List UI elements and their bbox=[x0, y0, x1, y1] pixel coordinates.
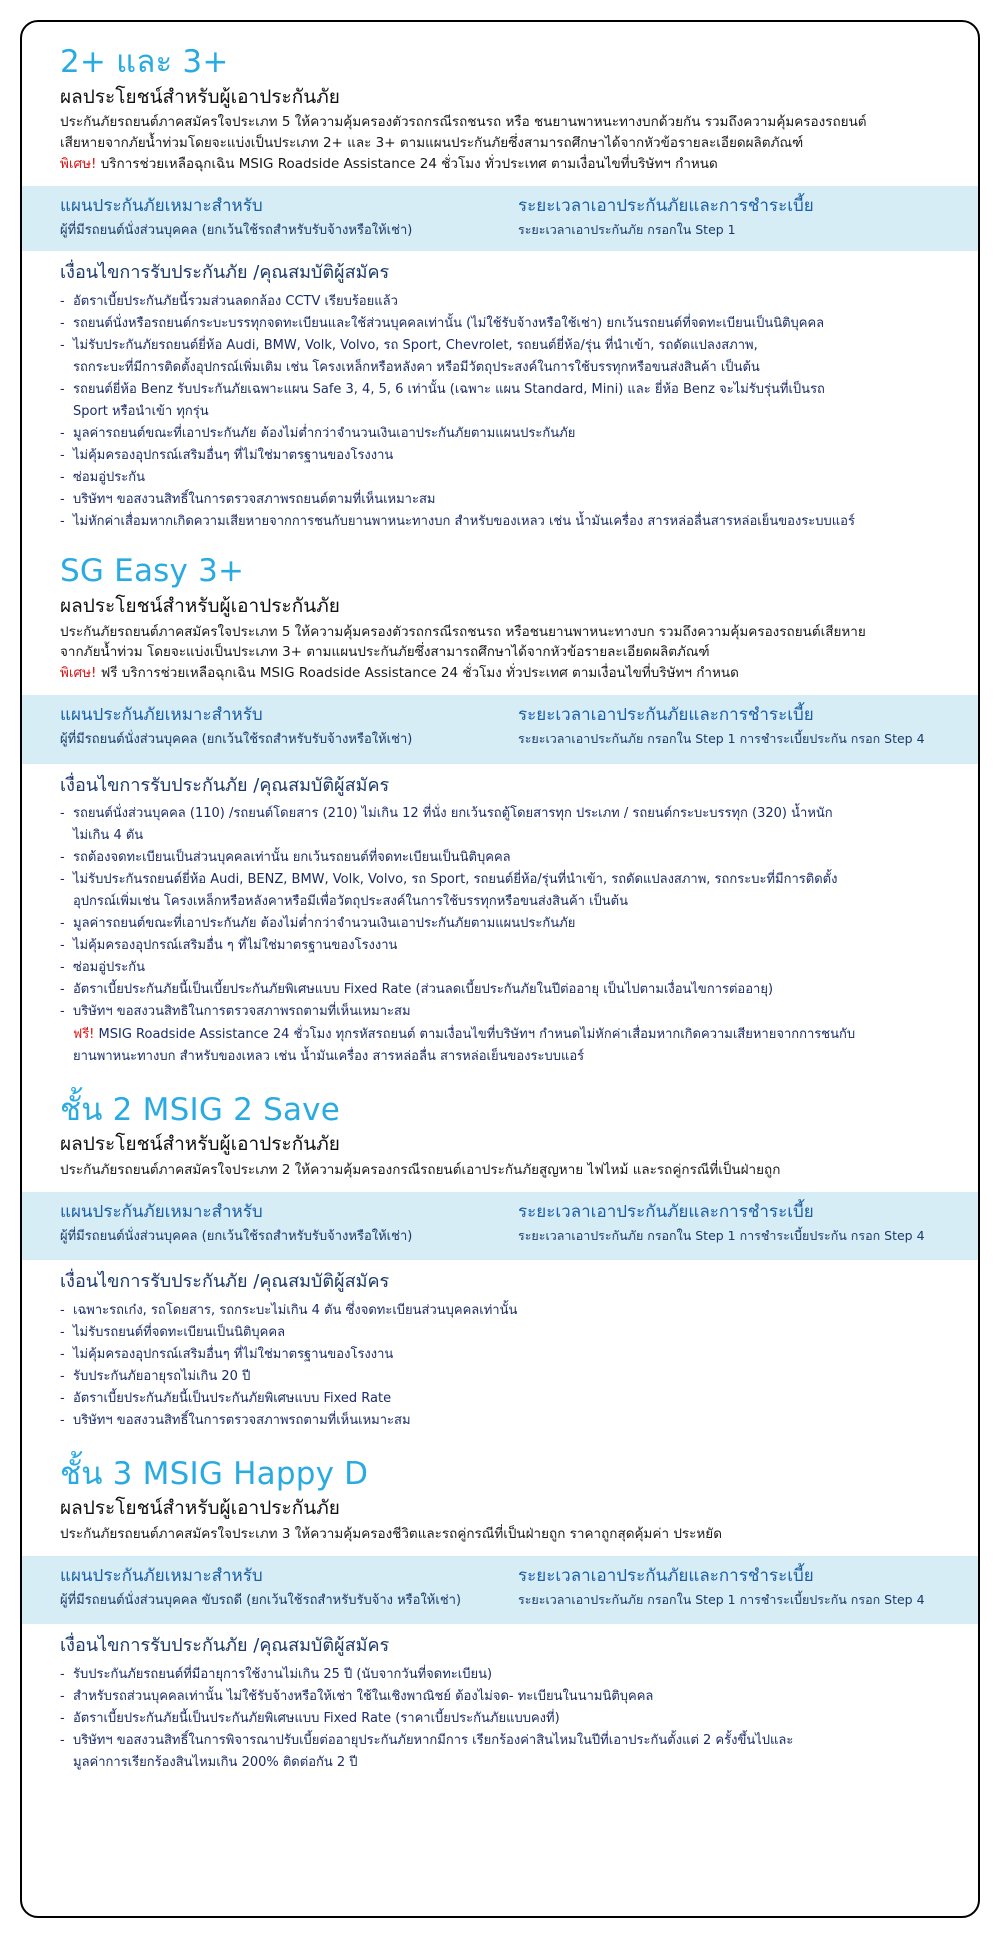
product-title: ชั้น 2 MSIG 2 Save bbox=[60, 1091, 340, 1128]
condition-item: - รับประกันภัยอายุรถไม่เกิน 20 ปี bbox=[60, 1366, 940, 1387]
strip-title-plan: แผนประกันภัยเหมาะสำหรับ bbox=[60, 1566, 263, 1586]
benefit-heading: ผลประโยชน์สำหรับผู้เอาประกันภัย bbox=[60, 85, 340, 108]
benefit-line: ประกันภัยรถยนต์ภาคสมัครใจประเภท 5 ให้ความคุ้มครองตัวรถกรณีรถชนรถ หรือชนยานพาหนะทางบก รวมถึงความคุ้มครองรถยนต์เสียหาย bbox=[60, 623, 866, 640]
condition-item: - ไม่คุ้มครองอุปกรณ์เสริมอื่นๆ ที่ไม่ใช่มาตรฐานของโรงงาน bbox=[60, 445, 940, 466]
strip-column-plan bbox=[22, 195, 500, 240]
benefit-line: ประกันภัยรถยนต์ภาคสมัครใจประเภท 3 ให้ความคุ้มครองชีวิตและรถคู่กรณีที่เป็นฝ่ายถูก ราคาถูกสุดคุ้มค่า ประหยัด bbox=[60, 1526, 722, 1543]
condition-item: - บริษัทฯ ขอสงวนสิทธิในการตรวจสภาพรถตามที่เห็นเหมาะสม bbox=[60, 1001, 940, 1022]
conditions-list bbox=[60, 1664, 940, 1773]
strip-column-plan bbox=[22, 1201, 500, 1246]
benefit-line: ประกันภัยรถยนต์ภาคสมัครใจประเภท 5 ให้ความคุ้มครองตัวรถกรณีรถชนรถ หรือ ชนยานพาหนะทางบกด้วยกัน รวมถึงความคุ้มครองรถยนต์ bbox=[60, 114, 867, 131]
conditions-block bbox=[22, 1624, 978, 1780]
condition-item: - มูลค่ารถยนต์ขณะที่เอาประกันภัย ต้องไม่ต่ำกว่าจำนวนเงินเอาประกันภัยตามแผนประกันภัย bbox=[60, 423, 940, 444]
spacer bbox=[22, 539, 978, 553]
strip-column-plan bbox=[22, 1565, 500, 1610]
condition-item: - รถยนต์ยี่ห้อ Benz รับประกันภัยเฉพาะแผน Safe 3, 4, 5, 6 เท่านั้น (เฉพาะ แผน Standard, Mini) และ ยี่ห้อ Benz จะไม่รับรุ่นที่เป็นรถ bbox=[60, 379, 940, 400]
free-text: MSIG Roadside Assistance 24 ชั่วโมง ทุกรหัสรถยนต์ ตามเงื่อนไขที่บริษัทฯ กำหนดไม่หักค่าเสื่อมหากเกิดความเสียหายจากการชนกับ bbox=[98, 1026, 856, 1042]
condition-item: - ไม่รับประกันรถยนต์ยี่ห้อ Audi, BENZ, BMW, Volk, Volvo, รถ Sport, รถยนต์ยี่ห้อ/รุ่นที่นำเข้า, รถดัดแปลงสภาพ, รถกระบะที่มีการติดตั้ง bbox=[60, 869, 940, 890]
conditions-list bbox=[60, 803, 940, 1067]
strip-title-plan: แผนประกันภัยเหมาะสำหรับ bbox=[60, 196, 263, 217]
condition-item: - บริษัทฯ ขอสงวนสิทธิ์ในการพิจารณาปรับเบี้ยต่ออายุประกันภัยหากมีการ เรียกร้องค่าสินไหมในปีที่เอาประกันตั้งแต่ 2 ครั้งขึ้นไปและ bbox=[60, 1730, 940, 1751]
strip-title-plan: แผนประกันภัยเหมาะสำหรับ bbox=[60, 705, 263, 726]
condition-item-cont: มูลค่าการเรียกร้องสินไหมเกิน 200% ติดต่อกัน 2 ปี bbox=[73, 1754, 358, 1770]
special-text: บริการช่วยเหลือฉุกเฉิน MSIG Roadside Assistance 24 ชั่วโมง ทั่วประเทศ ตามเงื่อนไขที่บริษัทฯ กำหนด bbox=[100, 156, 718, 173]
product-section-sg-easy-3plus bbox=[22, 553, 978, 1073]
condition-item: - ไม่รับประกันภัยรถยนต์ยี่ห้อ Audi, BMW, Volk, Volvo, รถ Sport, Chevrolet, รถยนต์ยี่ห้อ/รุ่น ที่นำเข้า, รถดัดแปลงสภาพ, bbox=[60, 335, 940, 356]
condition-item-cont: ไม่เกิน 4 ตัน bbox=[73, 828, 144, 844]
condition-item: - บริษัทฯ ขอสงวนสิทธิ์ในการตรวจสภาพรถตามที่เห็นเหมาะสม bbox=[60, 1410, 940, 1431]
free-label: ฟรี! bbox=[73, 1026, 95, 1042]
condition-item: - ไม่หักค่าเสื่อมหากเกิดความเสียหายจากการชนกับยานพาหนะทางบก สำหรับของเหลว เช่น น้ำมันเครื่อง สารหล่อลื่นสารหล่อเย็นของระบบแอร์ bbox=[60, 511, 940, 532]
condition-item: - ไม่คุ้มครองอุปกรณ์เสริมอื่น ๆ ที่ไม่ใช่มาตรฐานของโรงงาน bbox=[60, 935, 940, 956]
condition-item: - มูลค่ารถยนต์ขณะที่เอาประกันภัย ต้องไม่ต่ำกว่าจำนวนเงินเอาประกันภัยตามแผนประกันภัย bbox=[60, 913, 940, 934]
strip-sub-plan: ผู้ที่มีรถยนต์นั่งส่วนบุคคล ขับรถดี (ยกเว้นใช้รถสำหรับรับจ้าง หรือให้เช่า) bbox=[60, 1592, 462, 1608]
condition-item-cont: Sport หรือนำเข้า ทุกรุ่น bbox=[73, 404, 209, 419]
strip-title-period: ระยะเวลาเอาประกันภัยและการชำระเบี้ย bbox=[518, 1566, 814, 1586]
conditions-heading: เงื่อนไขการรับประกันภัย /คุณสมบัติผู้สมัคร bbox=[60, 774, 390, 796]
benefit-body bbox=[22, 619, 978, 685]
product-title: SG Easy 3+ bbox=[60, 553, 245, 590]
condition-item: - อัตราเบี้ยประกันภัยนี้เป็นประกันภัยพิเศษแบบ Fixed Rate (ราคาเบี้ยประกันภัยแบบคงที่) bbox=[60, 1708, 940, 1729]
condition-item: - ซ่อมอู่ประกัน bbox=[60, 957, 940, 978]
condition-footer-free bbox=[60, 1024, 940, 1045]
conditions-block bbox=[22, 251, 978, 539]
condition-item: - อัตราเบี้ยประกันภัยนี้เป็นประกันภัยพิเศษแบบ Fixed Rate bbox=[60, 1388, 940, 1409]
condition-item: - รถต้องจดทะเบียนเป็นส่วนบุคคลเท่านั้น ยกเว้นรถยนต์ที่จดทะเบียนเป็นนิติบุคคล bbox=[60, 847, 940, 868]
product-section-2plus-3plus bbox=[22, 44, 978, 539]
summary-strip bbox=[22, 695, 978, 763]
benefit-body bbox=[22, 1157, 978, 1181]
product-section-class2-msig-2-save bbox=[22, 1092, 978, 1438]
strip-sub-period: ระยะเวลาเอาประกันภัย กรอกใน Step 1 การชำระเบี้ยประกัน กรอก Step 4 bbox=[518, 1227, 925, 1243]
strip-title-period: ระยะเวลาเอาประกันภัยและการชำระเบี้ย bbox=[518, 1201, 814, 1222]
conditions-heading: เงื่อนไขการรับประกันภัย /คุณสมบัติผู้สมัคร bbox=[60, 262, 390, 284]
strip-column-period bbox=[500, 1201, 978, 1246]
condition-item: - รับประกันภัยรถยนต์ที่มีอายุการใช้งานไม่เกิน 25 ปี (นับจากวันที่จดทะเบียน) bbox=[60, 1664, 940, 1685]
strip-title-plan: แผนประกันภัยเหมาะสำหรับ bbox=[60, 1201, 263, 1222]
condition-item: - สำหรับรถส่วนบุคคลเท่านั้น ไม่ใช้รับจ้างหรือให้เช่า ใช้ในเชิงพาณิชย์ ต้องไม่จด- ทะเบียนในนามนิติบุคคล bbox=[60, 1686, 940, 1707]
conditions-list bbox=[60, 1300, 940, 1431]
strip-sub-plan: ผู้ที่มีรถยนต์นั่งส่วนบุคคล (ยกเว้นใช้รถสำหรับรับจ้างหรือให้เช่า) bbox=[60, 1228, 413, 1244]
condition-item-cont: รถกระบะที่มีการติดตั้งอุปกรณ์เพิ่มเติม เช่น โครงเหล็กหรือหลังคา หรือมีวัตถุประสงค์ในการใช้บรรทุกหรือขนส่งสินค้า เป็นต้น bbox=[73, 359, 760, 375]
benefit-body bbox=[22, 1521, 978, 1545]
benefit-line: เสียหายจากภัยน้ำท่วมโดยจะแบ่งเป็นประเภท 2+ และ 3+ ตามแผนประกันภัยซึ่งสามารถศึกษาได้จากหัวข้อรายละเอียดผลิตภัณฑ์ bbox=[60, 135, 804, 152]
conditions-block bbox=[22, 764, 978, 1074]
spacer bbox=[22, 22, 978, 44]
strip-sub-plan: ผู้ที่มีรถยนต์นั่งส่วนบุคคล (ยกเว้นใช้รถสำหรับรับจ้างหรือให้เช่า) bbox=[60, 222, 413, 238]
product-card bbox=[20, 20, 980, 1918]
benefit-heading: ผลประโยชน์สำหรับผู้เอาประกันภัย bbox=[60, 594, 340, 617]
strip-sub-plan: ผู้ที่มีรถยนต์นั่งส่วนบุคคล (ยกเว้นใช้รถสำหรับรับจ้างหรือให้เช่า) bbox=[60, 732, 413, 748]
product-section-class3-msig-happy-d bbox=[22, 1456, 978, 1780]
summary-strip bbox=[22, 1556, 978, 1624]
strip-sub-period: ระยะเวลาเอาประกันภัย กรอกใน Step 1 bbox=[518, 221, 736, 237]
condition-footer-free-cont: ยานพาหนะทางบก สำหรับของเหลว เช่น น้ำมันเครื่อง สารหล่อลื่น สารหล่อเย็นของระบบแอร์ bbox=[73, 1048, 585, 1064]
benefit-body bbox=[22, 109, 978, 175]
condition-item: - รถยนต์นั่งหรือรถยนต์กระบะบรรทุกจดทะเบียนและใช้ส่วนบุคคลเท่านั้น (ไม่ใช้รับจ้างหรือใช้เช่า) ยกเว้นรถยนต์ที่จดทะเบียนเป็นนิติบุคคล bbox=[60, 313, 940, 334]
condition-item: - บริษัทฯ ขอสงวนสิทธิ์ในการตรวจสภาพรถยนต์ตามที่เห็นเหมาะสม bbox=[60, 489, 940, 510]
conditions-heading: เงื่อนไขการรับประกันภัย /คุณสมบัติผู้สมัคร bbox=[60, 1271, 390, 1293]
spacer bbox=[22, 1074, 978, 1092]
special-label: พิเศษ! bbox=[60, 665, 97, 682]
condition-item: - ไม่รับรถยนต์ที่จดทะเบียนเป็นนิติบุคคล bbox=[60, 1322, 940, 1343]
condition-item: - อัตราเบี้ยประกันภัยนี้เป็นเบี้ยประกันภัยพิเศษแบบ Fixed Rate (ส่วนลดเบี้ยประกันภัยในปีต่ออายุ เป็นไปตามเงื่อนไขการต่ออายุ) bbox=[60, 979, 940, 1000]
strip-column-period bbox=[500, 704, 978, 749]
benefit-heading: ผลประโยชน์สำหรับผู้เอาประกันภัย bbox=[60, 1133, 340, 1156]
strip-title-period: ระยะเวลาเอาประกันภัยและการชำระเบี้ย bbox=[518, 705, 814, 726]
strip-title-period: ระยะเวลาเอาประกันภัยและการชำระเบี้ย bbox=[518, 196, 814, 217]
strip-column-plan bbox=[22, 704, 500, 749]
conditions-heading: เงื่อนไขการรับประกันภัย /คุณสมบัติผู้สมัคร bbox=[60, 1635, 390, 1657]
condition-item: - ไม่คุ้มครองอุปกรณ์เสริมอื่นๆ ที่ไม่ใช่มาตรฐานของโรงงาน bbox=[60, 1344, 940, 1365]
strip-sub-period: ระยะเวลาเอาประกันภัย กรอกใน Step 1 การชำระเบี้ยประกัน กรอก Step 4 bbox=[518, 1591, 925, 1607]
condition-item: - อัตราเบี้ยประกันภัยนี้รวมส่วนลดกล้อง CCTV เรียบร้อยแล้ว bbox=[60, 291, 940, 312]
strip-column-period bbox=[500, 1565, 978, 1610]
benefit-line: ประกันภัยรถยนต์ภาคสมัครใจประเภท 2 ให้ความคุ้มครองกรณีรถยนต์เอาประกันภัยสูญหาย ไฟไหม้ และรถคู่กรณีที่เป็นฝ่ายถูก bbox=[60, 1161, 781, 1178]
product-title: ชั้น 3 MSIG Happy D bbox=[60, 1455, 369, 1492]
condition-item: - รถยนต์นั่งส่วนบุคคล (110) /รถยนต์โดยสาร (210) ไม่เกิน 12 ที่นั่ง ยกเว้นรถตู้โดยสารทุก ประเภท / รถยนต์กระบะบรรทุก (320) น้ำหนัก bbox=[60, 803, 940, 824]
condition-item: - เฉพาะรถเก๋ง, รถโดยสาร, รถกระบะไม่เกิน 4 ตัน ซึ่งจดทะเบียนส่วนบุคคลเท่านั้น bbox=[60, 1300, 940, 1321]
benefit-heading: ผลประโยชน์สำหรับผู้เอาประกันภัย bbox=[60, 1497, 340, 1520]
condition-item: - ซ่อมอู่ประกัน bbox=[60, 467, 940, 488]
condition-item-cont: อุปกรณ์เพิ่มเช่น โครงเหล็กหรือหลังคาหรือมีเพื่อวัตถุประสงค์ในการใช้บรรทุกหรือขนส่งสินค้า เป็นต้น bbox=[73, 894, 628, 910]
summary-strip bbox=[22, 186, 978, 251]
strip-sub-period: ระยะเวลาเอาประกันภัย กรอกใน Step 1 การชำระเบี้ยประกัน กรอก Step 4 bbox=[518, 731, 925, 747]
card-inner bbox=[22, 22, 978, 1780]
summary-strip bbox=[22, 1192, 978, 1260]
conditions-list bbox=[60, 291, 940, 533]
special-text: ฟรี บริการช่วยเหลือฉุกเฉิน MSIG Roadside Assistance 24 ชั่วโมง ทั่วประเทศ ตามเงื่อนไขที่บริษัทฯ กำหนด bbox=[100, 665, 739, 682]
benefit-line: จากภัยน้ำท่วม โดยจะแบ่งเป็นประเภท 3+ ตามแผนประกันภัยซึ่งสามารถศึกษาได้จากหัวข้อรายละเอียดผลิตภัณฑ์ bbox=[60, 644, 710, 661]
conditions-block bbox=[22, 1260, 978, 1438]
product-title: 2+ และ 3+ bbox=[60, 44, 229, 80]
strip-column-period bbox=[500, 195, 978, 240]
special-label: พิเศษ! bbox=[60, 156, 97, 173]
spacer bbox=[22, 1438, 978, 1456]
